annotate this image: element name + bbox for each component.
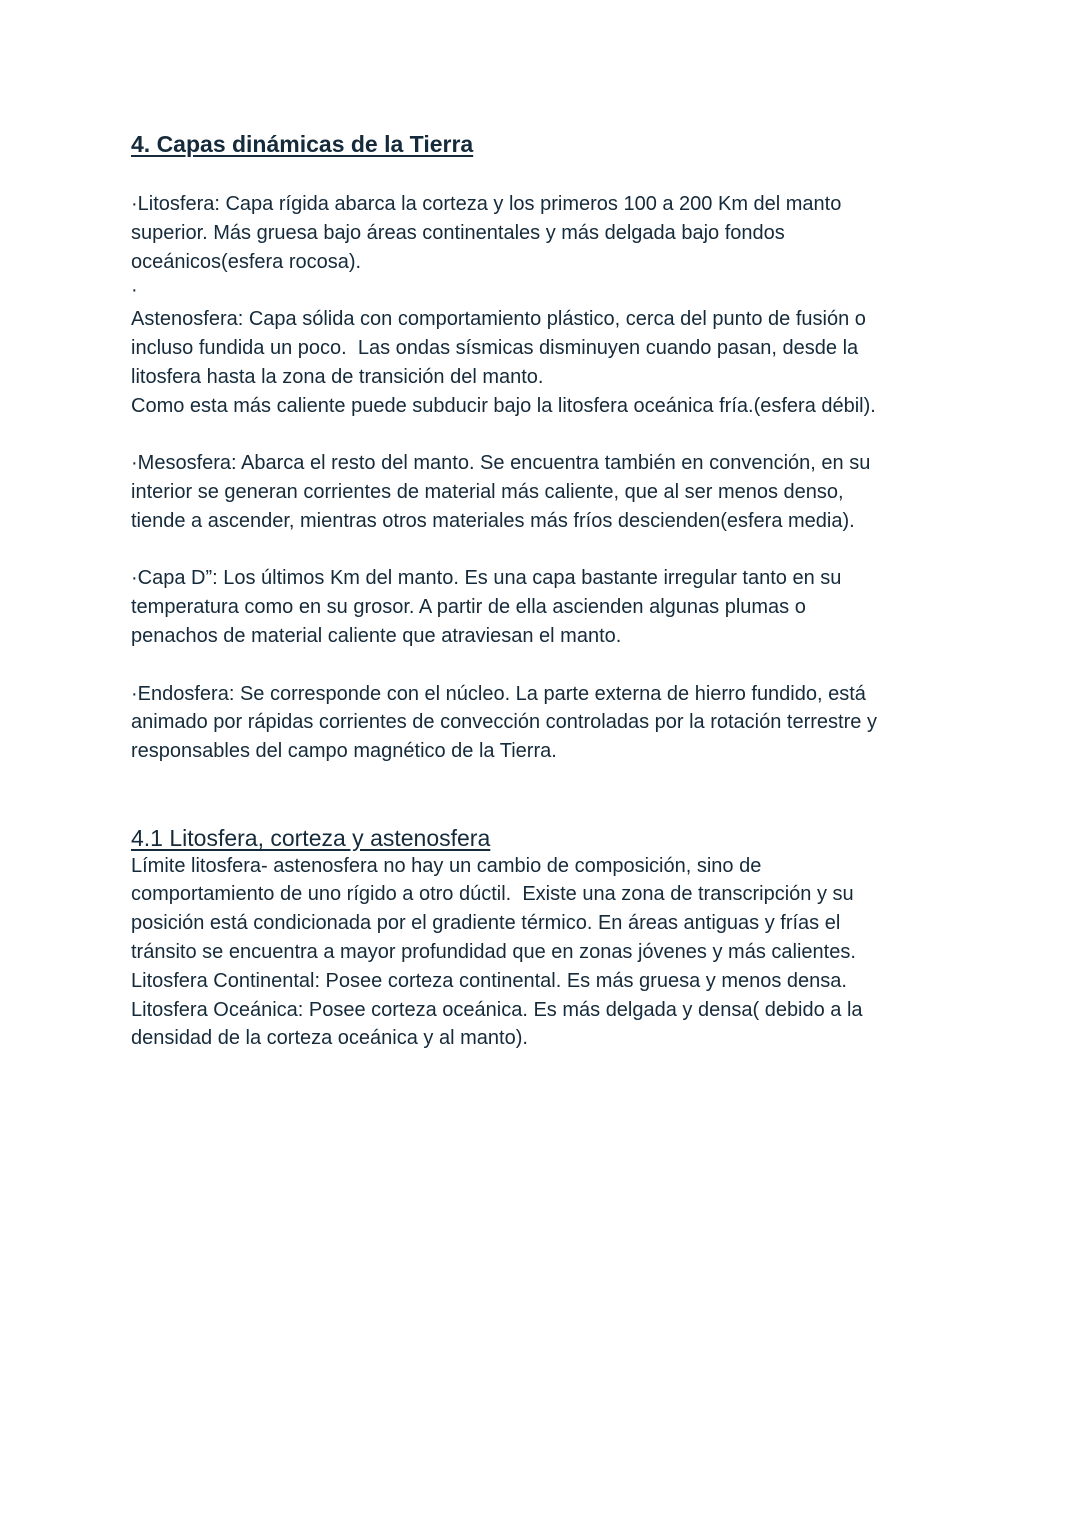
spacer (131, 420, 961, 449)
paragraph-mesosfera: ·Mesosfera: Abarca el resto del manto. Se encuentra también en convención, en su interior se generan corrientes de material más caliente, que al ser menos denso, tiende a ascender, mientras otros materiales más fríos descienden(esfera media). (131, 452, 871, 532)
spacer (131, 536, 961, 565)
paragraph-endosfera: ·Endosfera: Se corresponde con el núcleo. La parte externa de hierro fundido, está animado por rápidas corrientes de convección controladas por la rotación terrestre y responsables del campo magnético de la Tierra. (131, 682, 877, 763)
paragraph-subsection-body: Límite litosfera- astenosfera no hay un cambio de composición, sino de comportamiento de uno rígido a otro dúctil. Existe una zona de transcripción y su posición está condicionada por el gradiente térmico. En áreas antiguas y frías el tránsito se encuentra a mayor profundidad que en zonas jóvenes y más calientes. Litosfera Continental: Posee corteza continental. Es más gruesa y menos densa. Litosfera Oceánica: Posee corteza oceánica. Es más delgada y densa( debido a la densidad de la corteza oceánica y al manto). (131, 854, 863, 1050)
spacer (131, 766, 961, 795)
subsection-title: 4.1 Litosfera, corteza y astenosfera (131, 824, 491, 851)
paragraph-capa-d: ·Capa D”: Los últimos Km del manto. Es una capa bastante irregular tanto en su temperatura como en su grosor. A partir de ella ascienden algunas plumas o penachos de material caliente que atraviesan el manto. (131, 567, 842, 647)
document-page (131, 128, 961, 1053)
spacer (131, 795, 961, 824)
spacer (131, 651, 961, 680)
paragraph-astenosfera: Astenosfera: Capa sólida con comportamiento plástico, cerca del punto de fusión o incluso fundida un poco. Las ondas sísmicas disminuyen cuando pasan, desde la litosfera hasta la zona de transición del manto. Como esta más caliente puede subducir bajo la litosfera oceánica fría.(esfera débil). (131, 308, 876, 417)
paragraph-litosfera: ·Litosfera: Capa rígida abarca la corteza y los primeros 100 a 200 Km del manto superior. Más gruesa bajo áreas continentales y más delgada bajo fondos oceánicos(esfera rocosa). · (131, 193, 842, 302)
section-title: 4. Capas dinámicas de la Tierra (131, 131, 474, 157)
spacer (131, 160, 961, 190)
